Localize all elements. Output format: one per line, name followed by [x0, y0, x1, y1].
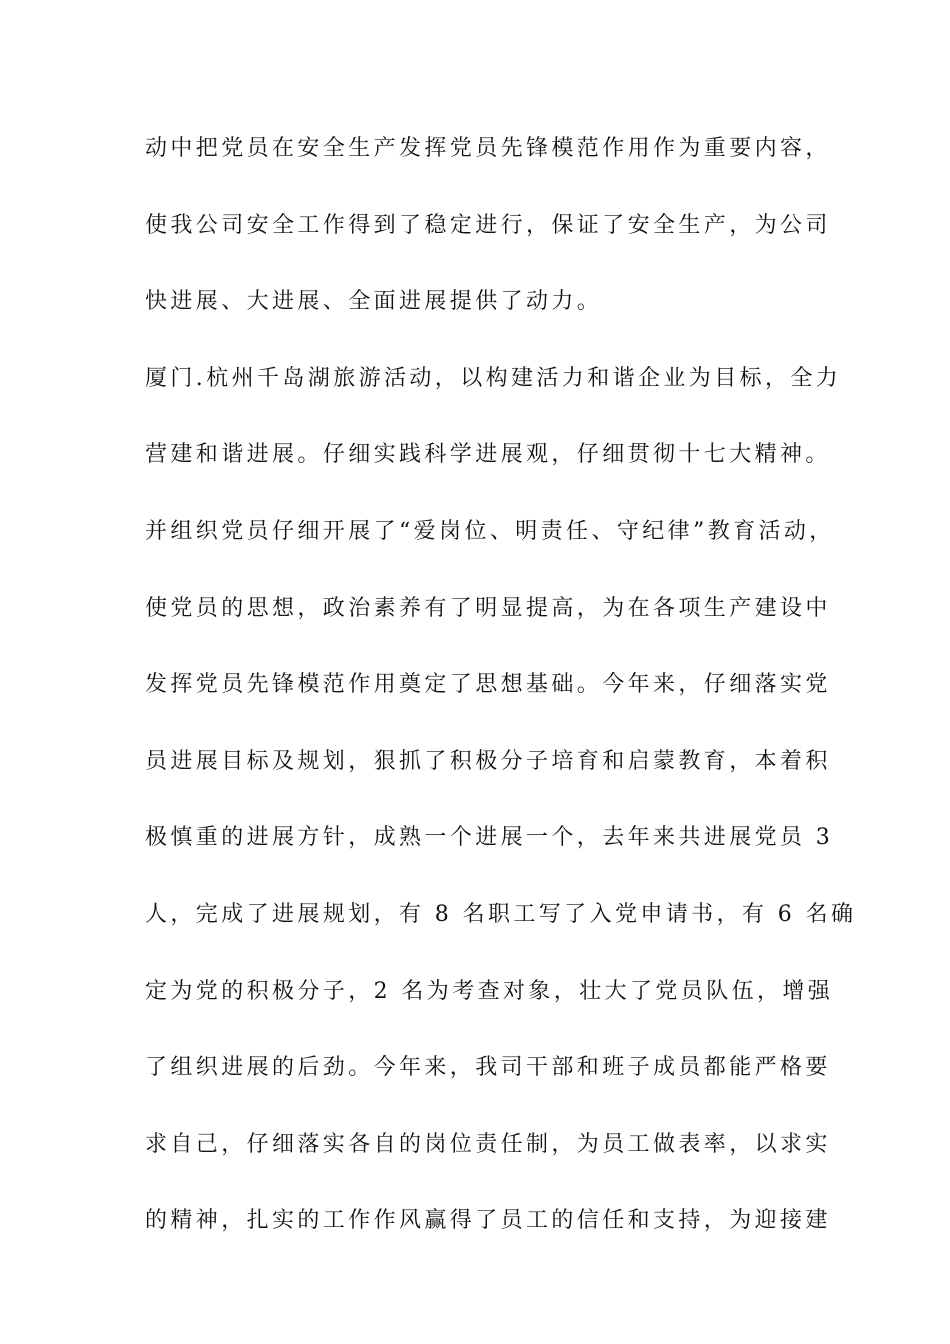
text-line: 员进展目标及规划，狠抓了积极分子培育和启蒙教育，本着积	[145, 748, 831, 774]
text-line: 营建和谐进展。仔细实践科学进展观，仔细贯彻十七大精神。	[145, 442, 831, 468]
text-line: 定为党的积极分子，2 名为考查对象，壮大了党员队伍，增强	[145, 978, 834, 1004]
text-line: 人，完成了进展规划，有 8 名职工写了入党申请书，有 6 名确	[145, 901, 857, 927]
text-line: 了组织进展的后劲。今年来，我司干部和班子成员都能严格要	[145, 1055, 831, 1081]
text-line: 的精神，扎实的工作作风赢得了员工的信任和支持，为迎接建	[145, 1208, 831, 1234]
text-line: 发挥党员先锋模范作用奠定了思想基础。今年来，仔细落实党	[145, 672, 831, 698]
text-line: 使我公司安全工作得到了稳定进行，保证了安全生产，为公司	[145, 212, 831, 238]
text-line: 求自己，仔细落实各自的岗位责任制，为员工做表率，以求实	[145, 1131, 831, 1157]
text-line: 极慎重的进展方针，成熟一个进展一个，去年来共进展党员 3	[145, 825, 834, 851]
text-line: 快进展、大进展、全面进展提供了动力。	[145, 289, 603, 315]
text-line: 并组织党员仔细开展了“爱岗位、明责任、守纪律”教育活动，	[145, 518, 835, 544]
text-line: 使党员的思想，政治素养有了明显提高，为在各项生产建设中	[145, 595, 831, 621]
text-line: 厦门.杭州千岛湖旅游活动，以构建活力和谐企业为目标，全力	[145, 365, 842, 391]
document-body	[145, 131, 857, 1280]
text-line: 动中把党员在安全生产发挥党员先锋模范作用作为重要内容，	[145, 136, 831, 161]
